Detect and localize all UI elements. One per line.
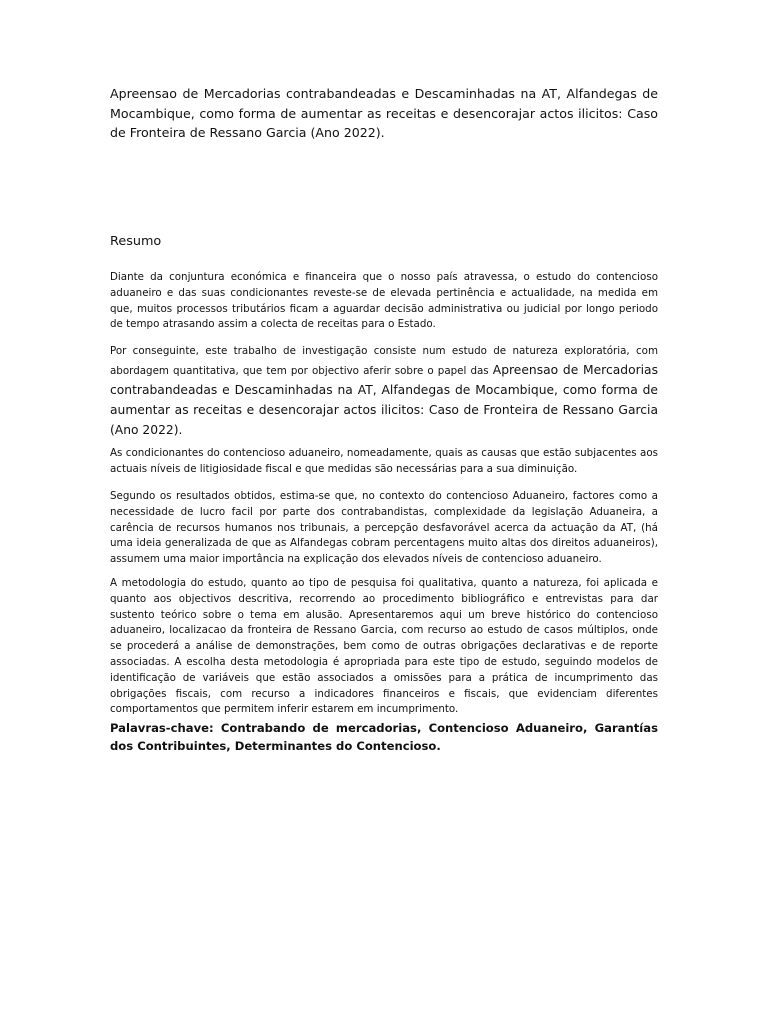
abstract-heading: Resumo: [110, 234, 162, 249]
abstract-paragraph-4: Segundo os resultados obtidos, estima-se que, no contexto do contencioso Aduaneiro, factores como a necessidade de lucro facil por parte dos contrabandistas, complexidade da legislação Aduaneira, a carência de recursos humanos nos tribunais, a percepção desfavorável acerca da actuação da AT, (há uma ideia generalizada de que as Alfandegas cobram percentagens muito altas dos direitos aduaneiros), assumem uma maior importância na explicação dos elevados níveis de contencioso aduaneiro.: [110, 490, 658, 566]
abstract-paragraph-2: [110, 342, 658, 441]
paragraph-2-emphasis: Apreensao de Mercadorias contrabandeadas e Descaminhadas na AT, Alfandegas de Mocambique, como forma de aumentar as receitas e desencorajar actos ilicitos: Caso de Fronteira de Ressano Garcia (Ano 2022).: [110, 363, 659, 437]
document-title: Apreensao de Mercadorias contrabandeadas e Descaminhadas na AT, Alfandegas de Mocambique, como forma de aumentar as receitas e desencorajar actos ilicitos: Caso de Fronteira de Ressano Garcia (Ano 2022).: [110, 86, 658, 140]
paragraph-2-intro: Por conseguinte, este trabalho de investigação consiste num estudo de natureza exploratória, com abordagem quantitativa, que tem por objectivo aferir sobre o papel das: [110, 345, 658, 377]
abstract-paragraph-5: A metodologia do estudo, quanto ao tipo de pesquisa foi qualitativa, quanto a natureza, foi aplicada e quanto aos objectivos descritiva, recorrendo ao procedimento bibliográfico e entrevistas para dar sustento teórico sobre o tema em alusão. Apresentaremos aqui um breve histórico do contencioso aduaneiro, localizacao da fronteira de Ressano Garcia, com recurso ao estudo de casos múltiplos, onde se procederá a análise de demonstrações, bem como de outras obrigações declarativas e de reporte associadas. A escolha desta metodologia é apropriada para este tipo de estudo, seguindo modelos de identificação de variáveis que estão associados a omissões para a prática de incumprimento das obrigações fiscais, com recurso a indicadores financeiros e fiscais, que evidenciam diferentes comportamentos que permitem inferir estarem em incumprimento.: [110, 577, 658, 716]
abstract-paragraph-1: Diante da conjuntura económica e financeira que o nosso país atravessa, o estudo do contencioso aduaneiro e das suas condicionantes reveste-se de elevada pertinência e actualidade, na medida em que, muitos processos tributários ficam a aguardar decisão administrativa ou judicial por longo periodo de tempo atrasando assim a colecta de receitas para o Estado.: [110, 271, 658, 331]
abstract-paragraph-3: As condicionantes do contencioso aduaneiro, nomeadamente, quais as causas que estão subjacentes aos actuais níveis de litigiosidade fiscal e que medidas são necessárias para a sua diminuição.: [110, 447, 658, 475]
keywords: Palavras-chave: Contrabando de mercadorias, Contencioso Aduaneiro, Garantı́as dos Contribuintes, Determinantes do Contencioso.: [110, 721, 658, 753]
